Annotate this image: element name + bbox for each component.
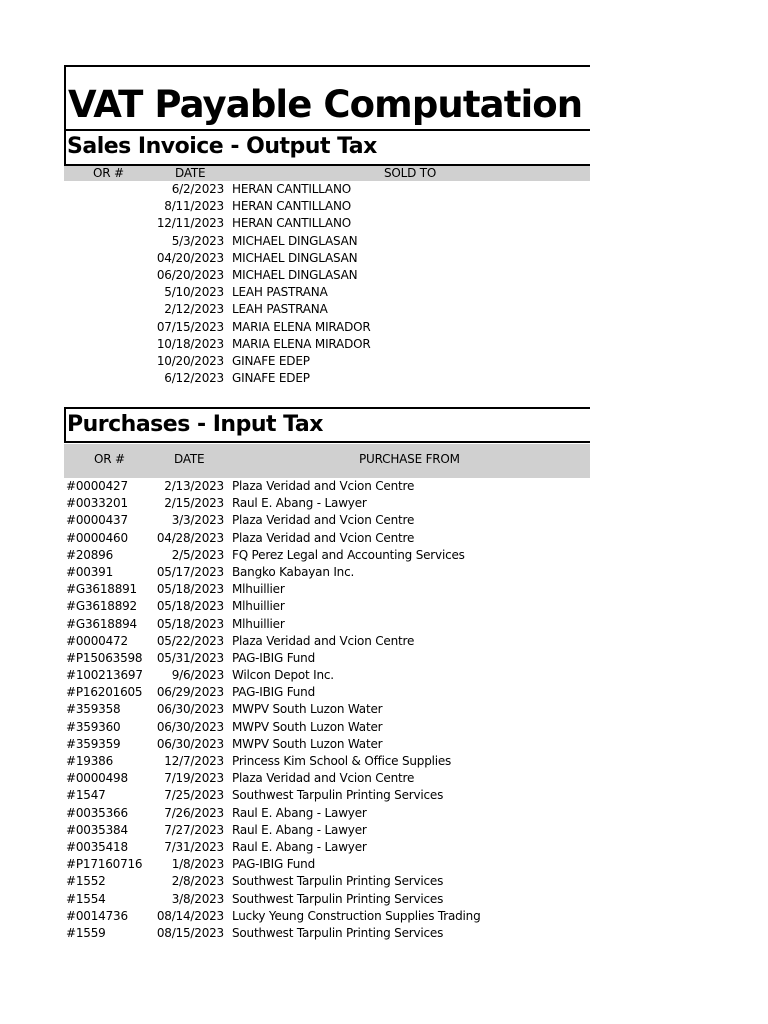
purchase-row [0, 478, 768, 495]
purchase-party-cell: MWPV South Luzon Water [232, 702, 383, 717]
purchase-date-cell: 05/17/2023 [156, 564, 224, 579]
sales-row [0, 250, 768, 267]
purchase-date-cell: 05/18/2023 [156, 616, 224, 631]
purchase-date-cell: 2/8/2023 [171, 874, 224, 889]
purchase-or-cell: #1552 [66, 874, 106, 889]
purchase-row [0, 891, 768, 908]
sales-party-cell: HERAN CANTILLANO [232, 216, 351, 231]
purchase-or-cell: #19386 [66, 754, 114, 768]
purchase-party-cell: Raul E. Abang - Lawyer [232, 822, 367, 837]
purchase-row [0, 701, 768, 718]
sales-party-cell: MICHAEL DINGLASAN [232, 250, 358, 265]
purchase-or-cell: #1554 [66, 891, 106, 906]
purchases-section-header [64, 407, 590, 443]
purchase-row [0, 839, 768, 856]
purchase-date-cell: 2/13/2023 [164, 479, 224, 493]
sales-row [0, 233, 768, 250]
sales-party-cell: MARIA ELENA MIRADOR [232, 336, 371, 351]
sales-date-cell: 10/18/2023 [156, 336, 224, 351]
purchase-party-cell: PAG-IBIG Fund [232, 685, 315, 700]
purchase-date-cell: 08/15/2023 [156, 925, 224, 940]
purchases-column-headers [64, 444, 590, 478]
purchase-row [0, 616, 768, 633]
purchase-party-cell: Mlhuillier [232, 599, 285, 614]
purchase-party-cell: Wilcon Depot Inc. [232, 668, 334, 683]
sales-date-cell: 8/11/2023 [164, 199, 224, 214]
purchase-rows [0, 478, 768, 942]
purchases-col-date: DATE [174, 452, 205, 466]
sales-date-cell: 10/20/2023 [156, 353, 224, 368]
purchase-date-cell: 7/31/2023 [164, 839, 224, 854]
sales-col-or: OR # [93, 166, 124, 180]
purchase-or-cell: #359359 [66, 736, 121, 751]
purchase-party-cell: Mlhuillier [232, 616, 285, 631]
purchase-date-cell: 2/5/2023 [171, 547, 224, 562]
sales-col-sold-to: SOLD TO [384, 166, 437, 180]
sales-date-cell: 6/12/2023 [164, 371, 224, 386]
sales-row [0, 370, 768, 387]
sales-row [0, 353, 768, 370]
purchase-row [0, 753, 768, 770]
purchase-row [0, 530, 768, 547]
purchases-col-purchase-from: PURCHASE FROM [359, 452, 460, 466]
purchase-party-cell: Mlhuillier [232, 582, 285, 597]
purchase-date-cell: 3/3/2023 [171, 513, 224, 528]
purchase-party-cell: Raul E. Abang - Lawyer [232, 839, 367, 854]
purchase-or-cell: #P17160716 [66, 857, 143, 872]
purchase-date-cell: 12/7/2023 [164, 754, 224, 768]
purchase-row [0, 805, 768, 822]
purchase-date-cell: 05/31/2023 [156, 650, 224, 665]
purchase-date-cell: 05/18/2023 [156, 599, 224, 614]
purchase-party-cell: Plaza Veridad and Vcion Centre [232, 479, 415, 493]
sales-date-cell: 12/11/2023 [156, 216, 224, 231]
purchase-party-cell: Plaza Veridad and Vcion Centre [232, 771, 415, 786]
purchase-party-cell: Southwest Tarpulin Printing Services [232, 891, 444, 906]
purchase-date-cell: 1/8/2023 [171, 857, 224, 872]
purchase-row [0, 598, 768, 615]
purchase-party-cell: Lucky Yeung Construction Supplies Trading [232, 908, 481, 923]
purchase-party-cell: PAG-IBIG Fund [232, 857, 315, 872]
purchase-row [0, 822, 768, 839]
sales-section-header [64, 131, 590, 166]
sales-row [0, 215, 768, 232]
purchase-row [0, 873, 768, 890]
sales-party-cell: LEAH PASTRANA [232, 302, 328, 317]
sales-column-headers [64, 166, 590, 181]
purchase-date-cell: 08/14/2023 [156, 908, 224, 923]
purchase-row [0, 736, 768, 753]
sales-date-cell: 6/2/2023 [171, 182, 224, 196]
purchase-row [0, 495, 768, 512]
purchase-party-cell: MWPV South Luzon Water [232, 736, 383, 751]
purchase-row [0, 787, 768, 804]
purchase-date-cell: 2/15/2023 [164, 496, 224, 511]
title-cell [64, 65, 590, 131]
purchase-date-cell: 7/25/2023 [164, 788, 224, 803]
purchase-date-cell: 7/26/2023 [164, 805, 224, 820]
purchase-row [0, 856, 768, 873]
purchase-party-cell: PAG-IBIG Fund [232, 650, 315, 665]
purchase-or-cell: #1547 [66, 788, 106, 803]
page-title: VAT Payable Computation [68, 83, 583, 126]
sales-date-cell: 04/20/2023 [156, 250, 224, 265]
purchase-date-cell: 9/6/2023 [171, 668, 224, 683]
purchase-party-cell: Bangko Kabayan Inc. [232, 564, 355, 579]
purchase-party-cell: MWPV South Luzon Water [232, 719, 383, 734]
purchase-row [0, 581, 768, 598]
purchase-date-cell: 04/28/2023 [156, 530, 224, 545]
sales-date-cell: 5/3/2023 [171, 233, 224, 248]
purchase-or-cell: #0035418 [66, 839, 128, 854]
purchase-or-cell: #P15063598 [66, 650, 143, 665]
purchase-or-cell: #00391 [66, 564, 114, 579]
purchase-party-cell: Southwest Tarpulin Printing Services [232, 788, 444, 803]
sales-party-cell: HERAN CANTILLANO [232, 199, 351, 214]
sales-rows [0, 181, 768, 387]
purchase-date-cell: 06/30/2023 [156, 719, 224, 734]
purchases-col-or: OR # [94, 452, 125, 466]
purchase-party-cell: FQ Perez Legal and Accounting Services [232, 547, 465, 562]
purchase-row [0, 719, 768, 736]
purchase-party-cell: Raul E. Abang - Lawyer [232, 805, 367, 820]
purchase-row [0, 667, 768, 684]
purchase-or-cell: #359358 [66, 702, 121, 717]
purchase-row [0, 633, 768, 650]
sales-party-cell: GINAFE EDEP [232, 353, 310, 368]
sales-heading: Sales Invoice - Output Tax [67, 134, 377, 159]
purchase-or-cell: #0000427 [66, 479, 128, 493]
purchases-heading: Purchases - Input Tax [67, 412, 323, 437]
sales-date-cell: 5/10/2023 [164, 285, 224, 300]
sales-party-cell: LEAH PASTRANA [232, 285, 328, 300]
purchase-or-cell: #G3618892 [66, 599, 137, 614]
sales-row [0, 319, 768, 336]
purchase-or-cell: #0000498 [66, 771, 128, 786]
purchase-or-cell: #0014736 [66, 908, 128, 923]
purchase-row [0, 564, 768, 581]
purchase-row [0, 770, 768, 787]
sales-row [0, 198, 768, 215]
purchase-or-cell: #20896 [66, 547, 114, 562]
sales-row [0, 301, 768, 318]
purchase-date-cell: 06/30/2023 [156, 736, 224, 751]
purchase-party-cell: Southwest Tarpulin Printing Services [232, 925, 444, 940]
purchase-date-cell: 05/22/2023 [156, 633, 224, 648]
sales-row [0, 267, 768, 284]
purchase-party-cell: Princess Kim School & Office Supplies [232, 754, 452, 768]
sales-party-cell: MICHAEL DINGLASAN [232, 233, 358, 248]
sales-date-cell: 06/20/2023 [156, 267, 224, 282]
purchase-or-cell: #359360 [66, 719, 121, 734]
purchase-row [0, 925, 768, 942]
sales-date-cell: 2/12/2023 [164, 302, 224, 317]
purchase-party-cell: Plaza Veridad and Vcion Centre [232, 530, 415, 545]
sales-row [0, 181, 768, 198]
sales-date-cell: 07/15/2023 [156, 319, 224, 334]
purchase-or-cell: #0035366 [66, 805, 128, 820]
purchase-date-cell: 06/29/2023 [156, 685, 224, 700]
purchase-date-cell: 7/27/2023 [164, 822, 224, 837]
purchase-row [0, 650, 768, 667]
purchase-date-cell: 3/8/2023 [171, 891, 224, 906]
purchase-party-cell: Raul E. Abang - Lawyer [232, 496, 367, 511]
purchase-party-cell: Southwest Tarpulin Printing Services [232, 874, 444, 889]
purchase-date-cell: 7/19/2023 [164, 771, 224, 786]
sales-party-cell: MICHAEL DINGLASAN [232, 267, 358, 282]
purchase-or-cell: #0000460 [66, 530, 128, 545]
purchase-or-cell: #G3618891 [66, 582, 137, 597]
purchase-or-cell: #0035384 [66, 822, 128, 837]
sales-col-date: DATE [175, 166, 206, 180]
purchase-or-cell: #100213697 [66, 668, 143, 683]
purchase-date-cell: 05/18/2023 [156, 582, 224, 597]
purchase-row [0, 512, 768, 529]
purchase-date-cell: 06/30/2023 [156, 702, 224, 717]
purchase-party-cell: Plaza Veridad and Vcion Centre [232, 633, 415, 648]
purchase-row [0, 547, 768, 564]
purchase-or-cell: #P16201605 [66, 685, 143, 700]
purchase-row [0, 908, 768, 925]
purchase-or-cell: #0000437 [66, 513, 128, 528]
sales-party-cell: HERAN CANTILLANO [232, 182, 351, 196]
purchase-or-cell: #0033201 [66, 496, 128, 511]
purchase-or-cell: #1559 [66, 925, 106, 940]
sales-row [0, 336, 768, 353]
purchase-or-cell: #0000472 [66, 633, 128, 648]
purchase-party-cell: Plaza Veridad and Vcion Centre [232, 513, 415, 528]
purchase-row [0, 684, 768, 701]
sales-row [0, 284, 768, 301]
sales-party-cell: MARIA ELENA MIRADOR [232, 319, 371, 334]
sales-party-cell: GINAFE EDEP [232, 371, 310, 386]
purchase-or-cell: #G3618894 [66, 616, 137, 631]
